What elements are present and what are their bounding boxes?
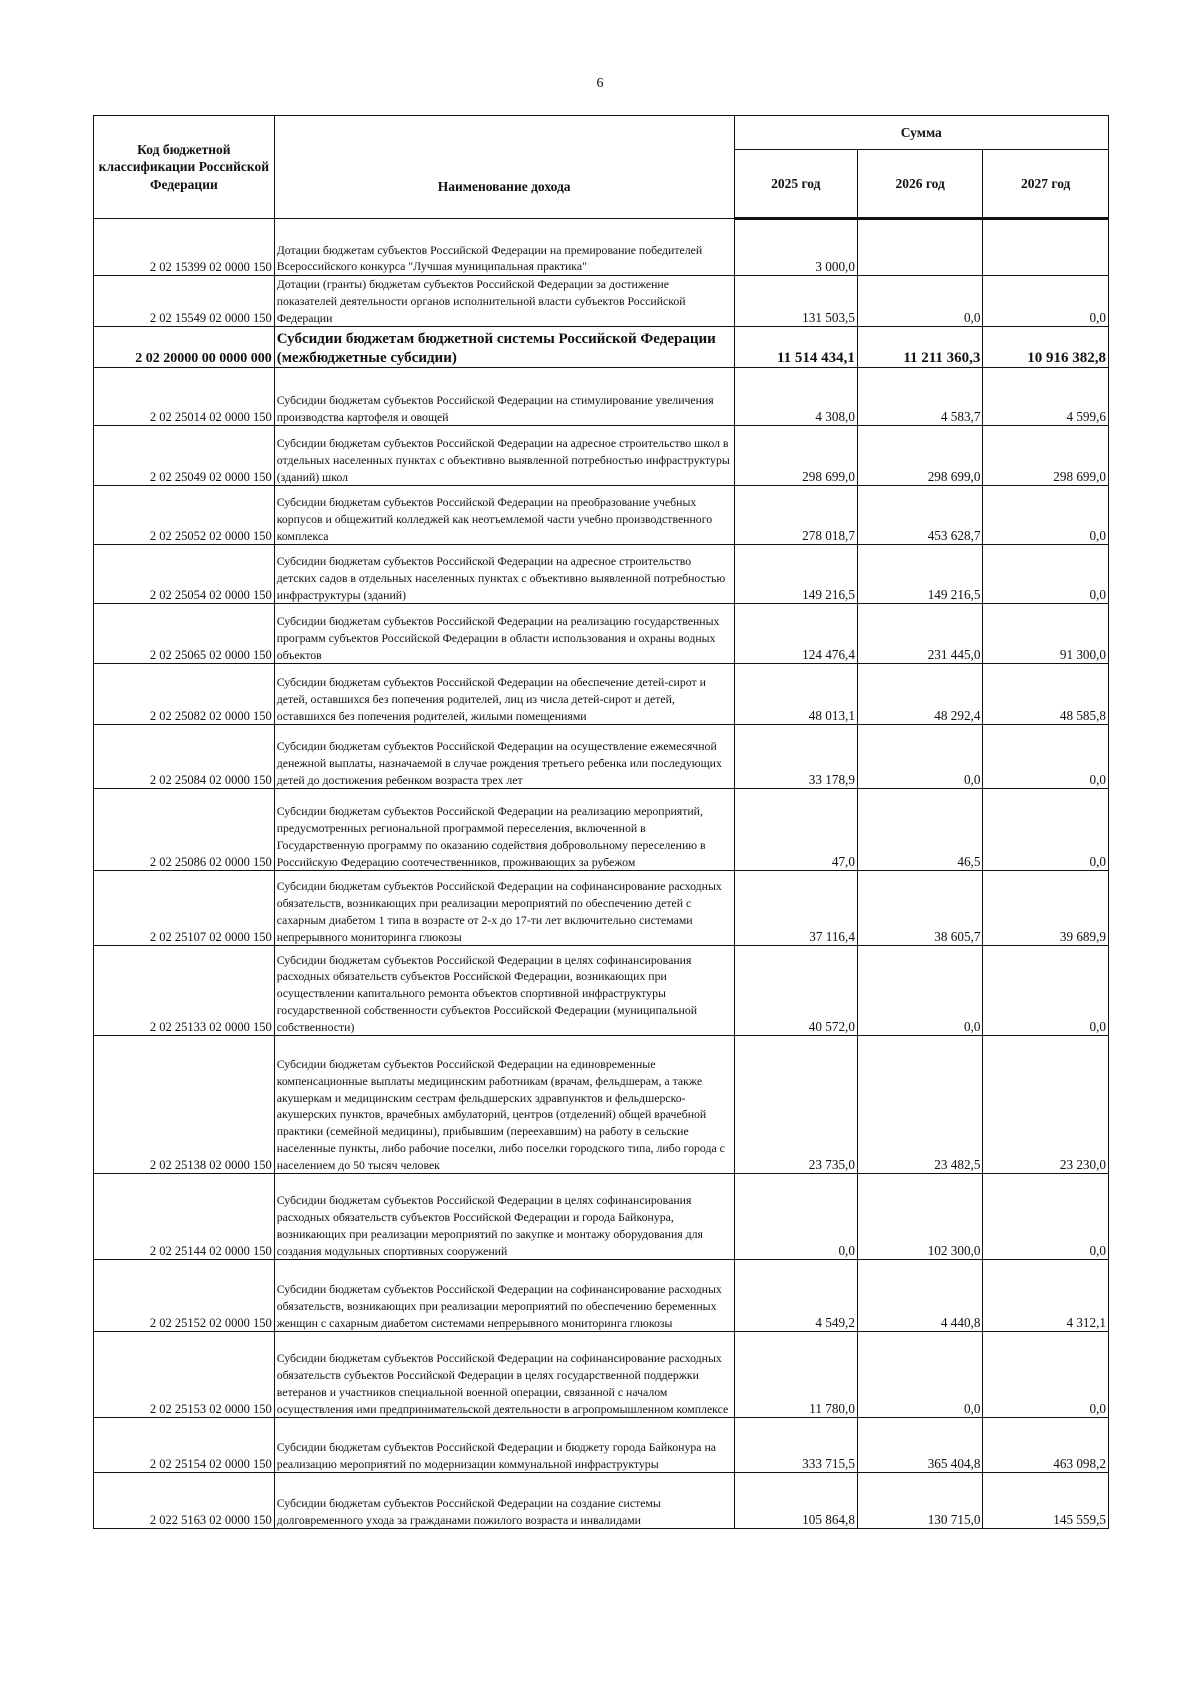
table-row	[94, 871, 1109, 946]
revenue-name-cell: Субсидии бюджетам субъектов Российской Федерации на реализацию мероприятий, предусмотренных региональной программой переселения, включенной в Государственную программу по оказанию содействия добровольному переселению в Российскую Федерацию соотечественников, проживающих за рубежом	[274, 789, 734, 871]
sum-column-header: Сумма	[734, 116, 1108, 150]
revenue-name-cell: Субсидии бюджетам субъектов Российской Федерации на обеспечение детей-сирот и детей, оставшихся без попечения родителей, лиц из числа детей-сирот и детей, оставшихся без попечения родителей, жилыми помещениями	[274, 664, 734, 725]
amount-2027-cell: 0,0	[983, 789, 1109, 871]
amount-2026-cell: 11 211 360,3	[857, 327, 983, 368]
amount-2027-cell: 0,0	[983, 725, 1109, 789]
amount-2027-cell	[983, 219, 1109, 276]
amount-2025-cell: 149 216,5	[734, 545, 857, 604]
amount-2025-cell: 4 308,0	[734, 368, 857, 426]
budget-code-cell: 2 02 25084 02 0000 150	[94, 725, 275, 789]
revenue-name-cell: Субсидии бюджетам субъектов Российской Федерации в целях софинансирования расходных обязательств субъектов Российской Федерации, возникающих при осуществлении капитального ремонта объектов спортивной инфраструктуры государственной собственности субъектов Российской Федерации (муниципальной собственности)	[274, 946, 734, 1036]
table-row	[94, 1332, 1109, 1418]
revenue-name-cell: Субсидии бюджетам субъектов Российской Федерации на реализацию государственных программ субъектов Российской Федерации в области использования и охраны водных объектов	[274, 604, 734, 664]
table-row	[94, 1174, 1109, 1260]
table-row	[94, 1260, 1109, 1332]
amount-2026-cell: 23 482,5	[857, 1036, 983, 1174]
budget-code-cell: 2 02 25107 02 0000 150	[94, 871, 275, 946]
budget-code-cell: 2 02 25133 02 0000 150	[94, 946, 275, 1036]
amount-2027-cell: 23 230,0	[983, 1036, 1109, 1174]
amount-2027-cell: 39 689,9	[983, 871, 1109, 946]
revenue-name-cell: Субсидии бюджетам субъектов Российской Федерации на стимулирование увеличения производства картофеля и овощей	[274, 368, 734, 426]
amount-2027-cell: 4 312,1	[983, 1260, 1109, 1332]
amount-2027-cell: 463 098,2	[983, 1418, 1109, 1473]
budget-code-cell: 2 02 15549 02 0000 150	[94, 276, 275, 327]
amount-2026-cell: 102 300,0	[857, 1174, 983, 1260]
table-row	[94, 664, 1109, 725]
revenue-name-cell: Субсидии бюджетам субъектов Российской Федерации на адресное строительство детских садов в отдельных населенных пунктах с объективно выявленной потребностью инфраструктуры (зданий)	[274, 545, 734, 604]
budget-code-cell: 2 02 25138 02 0000 150	[94, 1036, 275, 1174]
budget-code-cell: 2 02 25052 02 0000 150	[94, 486, 275, 545]
revenue-name-cell: Субсидии бюджетам субъектов Российской Федерации на софинансирование расходных обязательств субъектов Российской Федерации в целях государственной поддержки ветеранов и участников специальной военной операции, связанной с началом осуществления ими предпринимательской деятельности в агропромышленном комплексе	[274, 1332, 734, 1418]
amount-2026-cell: 0,0	[857, 946, 983, 1036]
budget-code-cell: 2 02 25054 02 0000 150	[94, 545, 275, 604]
amount-2027-cell: 0,0	[983, 1174, 1109, 1260]
amount-2025-cell: 333 715,5	[734, 1418, 857, 1473]
revenue-name-cell: Субсидии бюджетам субъектов Российской Федерации на преобразование учебных корпусов и общежитий колледжей как неотъемлемой части учебно производственного комплекса	[274, 486, 734, 545]
amount-2026-cell: 46,5	[857, 789, 983, 871]
table-row	[94, 368, 1109, 426]
amount-2026-cell: 298 699,0	[857, 426, 983, 486]
budget-code-cell: 2 02 25086 02 0000 150	[94, 789, 275, 871]
table-row	[94, 545, 1109, 604]
amount-2025-cell: 37 116,4	[734, 871, 857, 946]
amount-2027-cell: 298 699,0	[983, 426, 1109, 486]
amount-2025-cell: 4 549,2	[734, 1260, 857, 1332]
budget-code-cell: 2 02 25144 02 0000 150	[94, 1174, 275, 1260]
amount-2025-cell: 298 699,0	[734, 426, 857, 486]
table-row	[94, 789, 1109, 871]
revenue-name-cell: Субсидии бюджетам субъектов Российской Федерации на софинансирование расходных обязательств, возникающих при реализации мероприятий по обеспечению беременных женщин с сахарным диабетом системами непрерывного мониторинга глюкозы	[274, 1260, 734, 1332]
table-row	[94, 604, 1109, 664]
amount-2025-cell: 278 018,7	[734, 486, 857, 545]
amount-2027-cell: 10 916 382,8	[983, 327, 1109, 368]
amount-2026-cell: 4 583,7	[857, 368, 983, 426]
amount-2027-cell: 4 599,6	[983, 368, 1109, 426]
amount-2025-cell: 23 735,0	[734, 1036, 857, 1174]
table-row	[94, 219, 1109, 276]
amount-2026-cell: 48 292,4	[857, 664, 983, 725]
year-2025-header: 2025 год	[734, 150, 857, 219]
amount-2025-cell: 131 503,5	[734, 276, 857, 327]
amount-2026-cell: 231 445,0	[857, 604, 983, 664]
budget-code-cell: 2 02 25065 02 0000 150	[94, 604, 275, 664]
amount-2026-cell: 453 628,7	[857, 486, 983, 545]
amount-2025-cell: 11 514 434,1	[734, 327, 857, 368]
page-number: 6	[596, 76, 604, 91]
code-column-header: Код бюджетной классификации Российской Федерации	[94, 116, 275, 219]
budget-code-cell: 2 02 15399 02 0000 150	[94, 219, 275, 276]
amount-2027-cell: 0,0	[983, 1332, 1109, 1418]
revenue-name-cell: Субсидии бюджетам субъектов Российской Федерации на осуществление ежемесячной денежной выплаты, назначаемой в случае рождения третьего ребенка или последующих детей до достижения ребенком возраста трех лет	[274, 725, 734, 789]
amount-2027-cell: 145 559,5	[983, 1473, 1109, 1529]
amount-2026-cell: 0,0	[857, 725, 983, 789]
amount-2026-cell: 130 715,0	[857, 1473, 983, 1529]
table-row	[94, 1418, 1109, 1473]
table-row	[94, 486, 1109, 545]
revenue-name-cell: Субсидии бюджетам субъектов Российской Федерации в целях софинансирования расходных обязательств субъектов Российской Федерации и города Байконура, возникающих при реализации мероприятий по закупке и монтажу оборудования для создания модульных спортивных сооружений	[274, 1174, 734, 1260]
budget-code-cell: 2 02 25152 02 0000 150	[94, 1260, 275, 1332]
table-row	[94, 276, 1109, 327]
budget-code-cell: 2 022 5163 02 0000 150	[94, 1473, 275, 1529]
revenue-table	[93, 115, 1109, 1529]
table-row	[94, 1473, 1109, 1529]
revenue-name-cell: Субсидии бюджетам субъектов Российской Федерации на адресное строительство школ в отдельных населенных пунктах с объективно выявленной потребностью инфраструктуры (зданий) школ	[274, 426, 734, 486]
revenue-name-cell: Дотации бюджетам субъектов Российской Федерации на премирование победителей Всероссийского конкурса "Лучшая муниципальная практика"	[274, 219, 734, 276]
amount-2026-cell: 4 440,8	[857, 1260, 983, 1332]
amount-2026-cell: 0,0	[857, 276, 983, 327]
revenue-name-cell: Субсидии бюджетам бюджетной системы Российской Федерации (межбюджетные субсидии)	[274, 327, 734, 368]
table-body	[94, 219, 1109, 1529]
amount-2025-cell: 124 476,4	[734, 604, 857, 664]
amount-2026-cell	[857, 219, 983, 276]
amount-2025-cell: 0,0	[734, 1174, 857, 1260]
amount-2026-cell: 365 404,8	[857, 1418, 983, 1473]
year-2027-header: 2027 год	[983, 150, 1109, 219]
revenue-name-cell: Субсидии бюджетам субъектов Российской Федерации на создание системы долговременного ухода за гражданами пожилого возраста и инвалидами	[274, 1473, 734, 1529]
amount-2025-cell: 48 013,1	[734, 664, 857, 725]
amount-2027-cell: 0,0	[983, 486, 1109, 545]
amount-2027-cell: 0,0	[983, 946, 1109, 1036]
table-row	[94, 426, 1109, 486]
amount-2027-cell: 0,0	[983, 276, 1109, 327]
amount-2026-cell: 0,0	[857, 1332, 983, 1418]
table-row-total	[94, 327, 1109, 368]
name-column-header: Наименование дохода	[274, 116, 734, 219]
table-row	[94, 946, 1109, 1036]
revenue-name-cell: Субсидии бюджетам субъектов Российской Федерации и бюджету города Байконура на реализацию мероприятий по модернизации коммунальной инфраструктуры	[274, 1418, 734, 1473]
budget-code-cell: 2 02 20000 00 0000 000	[94, 327, 275, 368]
table-row	[94, 725, 1109, 789]
amount-2026-cell: 38 605,7	[857, 871, 983, 946]
amount-2025-cell: 11 780,0	[734, 1332, 857, 1418]
amount-2025-cell: 3 000,0	[734, 219, 857, 276]
amount-2026-cell: 149 216,5	[857, 545, 983, 604]
budget-code-cell: 2 02 25153 02 0000 150	[94, 1332, 275, 1418]
table-header	[94, 116, 1109, 219]
amount-2025-cell: 33 178,9	[734, 725, 857, 789]
amount-2025-cell: 47,0	[734, 789, 857, 871]
revenue-name-cell: Субсидии бюджетам субъектов Российской Федерации на единовременные компенсационные выплаты медицинским работникам (врачам, фельдшерам, а также акушеркам и медицинским сестрам фельдшерских здравпунктов и фельдшерско-акушерских пунктов, врачебных амбулаторий, центров (отделений) общей врачебной практики (семейной медицины), прибывшим (переехавшим) на работу в сельские населенные пункты, либо рабочие поселки, либо поселки городского типа, либо города с населением до 50 тысяч человек	[274, 1036, 734, 1174]
budget-code-cell: 2 02 25014 02 0000 150	[94, 368, 275, 426]
amount-2027-cell: 48 585,8	[983, 664, 1109, 725]
amount-2025-cell: 105 864,8	[734, 1473, 857, 1529]
amount-2025-cell: 40 572,0	[734, 946, 857, 1036]
budget-code-cell: 2 02 25154 02 0000 150	[94, 1418, 275, 1473]
budget-code-cell: 2 02 25049 02 0000 150	[94, 426, 275, 486]
table-row	[94, 1036, 1109, 1174]
amount-2027-cell: 91 300,0	[983, 604, 1109, 664]
budget-code-cell: 2 02 25082 02 0000 150	[94, 664, 275, 725]
year-2026-header: 2026 год	[857, 150, 983, 219]
amount-2027-cell: 0,0	[983, 545, 1109, 604]
revenue-name-cell: Субсидии бюджетам субъектов Российской Федерации на софинансирование расходных обязательств, возникающих при реализации мероприятий по обеспечению детей с сахарным диабетом 1 типа в возрасте от 2-х до 17-ти лет включительно системами непрерывного мониторинга глюкозы	[274, 871, 734, 946]
revenue-name-cell: Дотации (гранты) бюджетам субъектов Российской Федерации за достижение показателей деятельности органов исполнительной власти субъектов Российской Федерации	[274, 276, 734, 327]
